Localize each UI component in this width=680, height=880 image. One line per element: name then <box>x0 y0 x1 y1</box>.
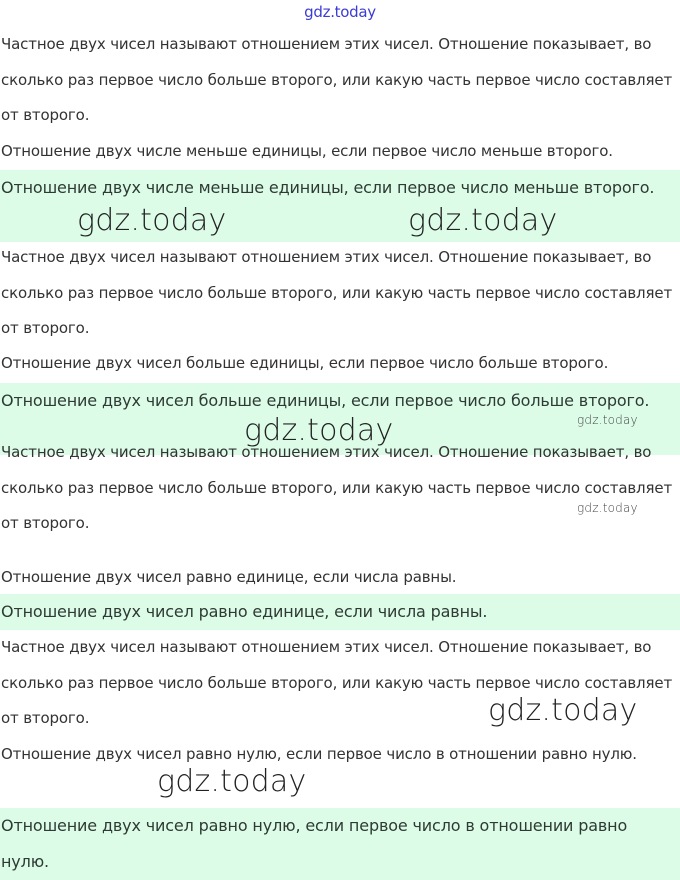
answer-text: Отношение двух чисел равно нулю, если первое число в отношении равно нулю. <box>1 816 628 871</box>
paragraph-text: Отношение двух чисел равно нулю, если первое число в отношении равно нулю. <box>1 745 637 763</box>
answer-text: Отношение двух чисел равно единице, если числа равны. <box>1 602 488 621</box>
watermark: gdz.today <box>408 203 558 238</box>
paragraph-text: Отношение двух чисел равно единице, если числа равны. <box>1 568 457 586</box>
watermark: gdz.today <box>488 693 638 728</box>
paragraph-text: Отношение двух чисел больше единицы, если первое число больше второго. <box>1 354 609 372</box>
rule-paragraph <box>0 346 680 382</box>
watermark: gdz.today <box>77 203 227 238</box>
definition-paragraph <box>0 240 680 347</box>
paragraph-text: Частное двух чисел называют отношением этих чисел. Отношение показывает, во сколько раз первое число больше второго, или какую часть первое число составляет от второго. <box>1 248 673 337</box>
rule-paragraph <box>0 737 680 773</box>
rule-paragraph <box>0 560 680 596</box>
answer-text: Отношение двух числе меньше единицы, если первое число меньше второго. <box>1 178 655 197</box>
watermark: gdz.today <box>157 764 307 799</box>
watermark: gdz.today <box>577 501 638 515</box>
rule-paragraph <box>0 134 680 170</box>
answer-text: Отношение двух чисел больше единицы, если первое число больше второго. <box>1 391 650 410</box>
highlighted-answer <box>0 808 680 880</box>
paragraph-text: Отношение двух числе меньше единицы, если первое число меньше второго. <box>1 142 613 160</box>
highlighted-answer <box>0 594 680 630</box>
paragraph-text: Частное двух чисел называют отношением этих чисел. Отношение показывает, во сколько раз первое число больше второго, или какую часть первое число составляет от второго. <box>1 638 673 727</box>
paragraph-text: Частное двух чисел называют отношением этих чисел. Отношение показывает, во сколько раз первое число больше второго, или какую часть первое число составляет от второго. <box>1 35 673 124</box>
definition-paragraph <box>0 435 680 542</box>
site-header-logo[interactable]: gdz.today <box>304 3 376 21</box>
watermark: gdz.today <box>244 413 394 448</box>
definition-paragraph <box>0 27 680 134</box>
paragraph-text: Частное двух чисел называют отношением этих чисел. Отношение показывает, во сколько раз первое число больше второго, или какую часть первое число составляет от второго. <box>1 443 673 532</box>
watermark: gdz.today <box>577 413 638 427</box>
